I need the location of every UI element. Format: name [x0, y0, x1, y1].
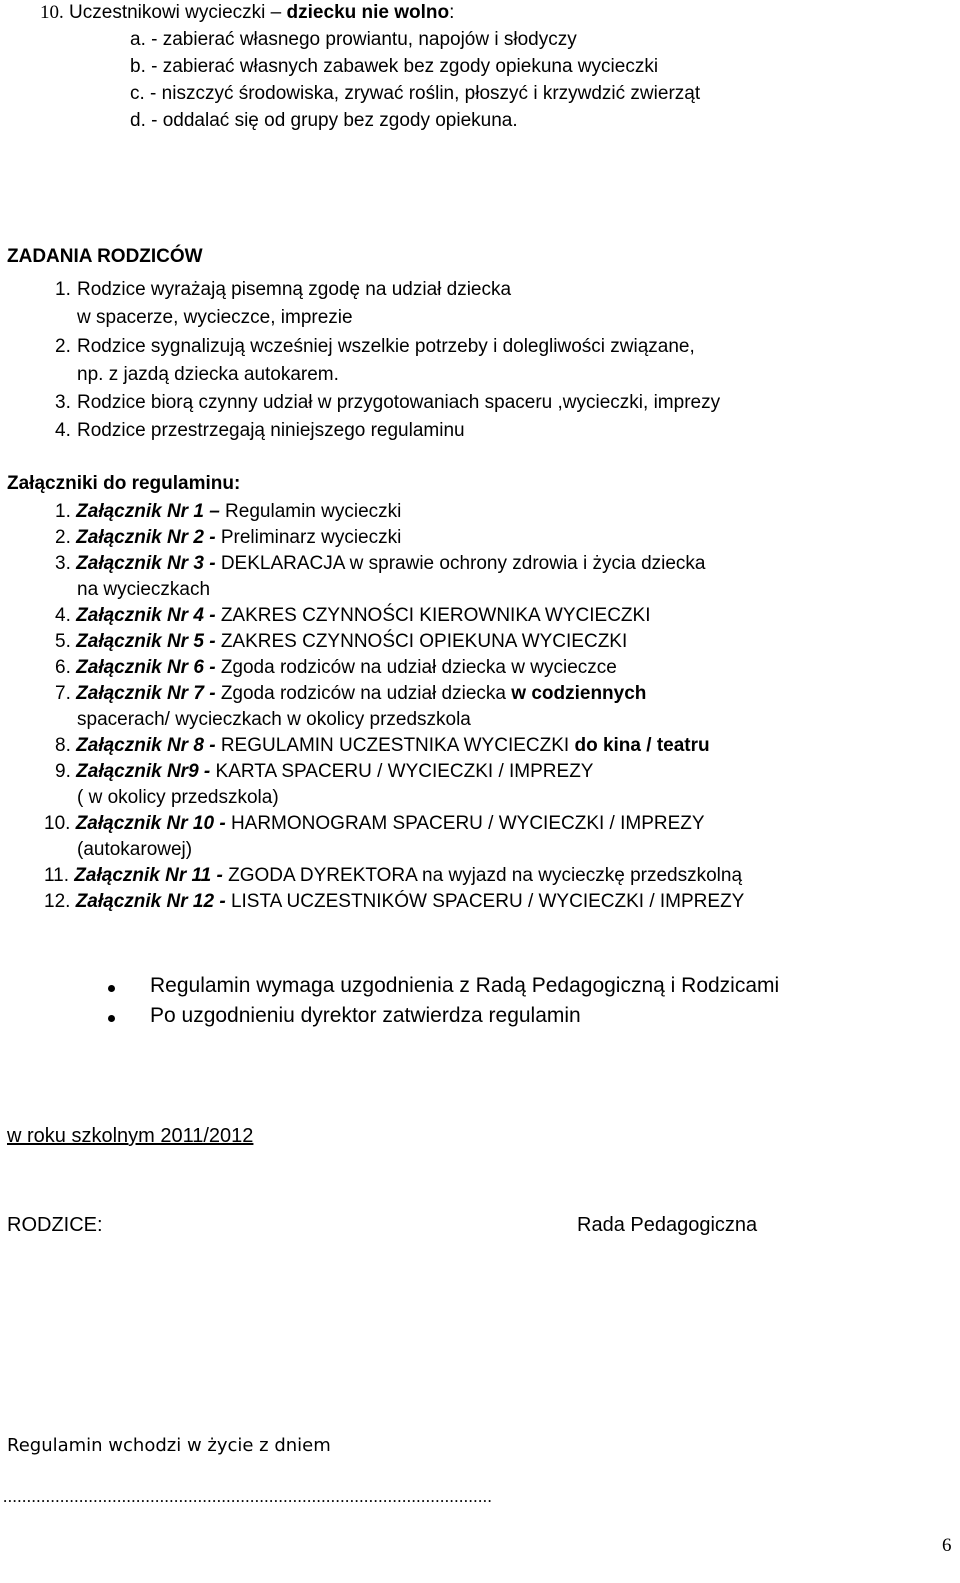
attachment-text: DEKLARACJA w sprawie ochrony zdrowia i życia dziecka	[220, 553, 706, 574]
attachment-item	[55, 684, 646, 703]
attachment-item	[55, 554, 706, 573]
attachment-label: Załącznik Nr 5 -	[76, 631, 216, 652]
attachment-item	[44, 814, 705, 833]
attachment-item	[55, 606, 650, 625]
attachment-text: Zgoda rodziców na udział dziecka w wycieczce	[220, 657, 617, 678]
parent-task-number: 2.	[55, 336, 71, 357]
attachment-text-bold: do kina / teatru	[574, 735, 710, 756]
attachment-label: Załącznik Nr 11 -	[74, 865, 223, 886]
attachment-label: Załącznik Nr9 -	[76, 761, 211, 782]
parent-task-text-cont: np. z jazdą dziecka autokarem.	[77, 364, 339, 385]
attachments-heading: Załączniki do regulaminu:	[7, 473, 241, 494]
attachment-text: ZAKRES CZYNNOŚCI KIEROWNIKA WYCIECZKI	[220, 605, 651, 626]
attachment-text-cont: na wycieczkach	[77, 579, 211, 600]
parent-task-text: Rodzice wyrażają pisemną zgodę na udział dziecka	[77, 279, 512, 300]
parent-task-number: 4.	[55, 420, 71, 441]
attachment-label: Załącznik Nr 1 –	[76, 501, 220, 522]
attachment-number: 12.	[44, 891, 71, 912]
bullet-icon	[108, 1015, 115, 1022]
attachment-text: LISTA UCZESTNIKÓW SPACERU / WYCIECZKI / IMPREZY	[230, 891, 745, 912]
attachment-label: Załącznik Nr 12 -	[75, 891, 226, 912]
note-item: Regulamin wymaga uzgodnienia z Radą Pedagogiczną i Rodzicami	[150, 974, 780, 997]
parent-task-text: Rodzice sygnalizują wcześniej wszelkie potrzeby i dolegliwości związane,	[77, 336, 695, 357]
prohibitions-heading-colon: :	[449, 2, 455, 23]
note-item: Po uzgodnieniu dyrektor zatwierdza regulamin	[150, 1004, 581, 1027]
attachment-item	[55, 762, 593, 781]
prohibition-item: a. - zabierać własnego prowiantu, napojów i słodyczy	[130, 29, 577, 50]
bullet-icon	[108, 985, 115, 992]
parent-tasks-heading: ZADANIA RODZICÓW	[7, 246, 203, 267]
attachment-number: 5.	[55, 631, 71, 652]
attachment-label: Załącznik Nr 4 -	[76, 605, 216, 626]
school-year: w roku szkolnym 2011/2012	[7, 1125, 254, 1147]
attachment-number: 10.	[44, 813, 71, 834]
date-dotted-line: .......................................................................................................	[3, 1487, 493, 1506]
prohibitions-heading-number: 10.	[40, 2, 64, 23]
attachment-number: 4.	[55, 605, 71, 626]
attachment-text: HARMONOGRAM SPACERU / WYCIECZKI / IMPREZY	[230, 813, 705, 834]
signature-council: Rada Pedagogiczna	[577, 1214, 758, 1236]
attachment-text: ZAKRES CZYNNOŚCI OPIEKUNA WYCIECZKI	[220, 631, 628, 652]
attachment-item	[55, 632, 627, 651]
attachment-text: REGULAMIN UCZESTNIKA WYCIECZKI	[220, 735, 570, 756]
attachment-text: Regulamin wycieczki	[225, 501, 402, 522]
attachment-label: Załącznik Nr 7 -	[76, 683, 216, 704]
attachment-label: Załącznik Nr 3 -	[76, 553, 216, 574]
attachment-label: Załącznik Nr 2 -	[76, 527, 216, 548]
signature-parents: RODZICE:	[7, 1214, 103, 1236]
prohibitions-heading	[40, 3, 454, 22]
attachment-number: 9.	[55, 761, 71, 782]
attachment-number: 7.	[55, 683, 71, 704]
attachment-item	[55, 502, 401, 521]
parent-task-text: Rodzice biorą czynny udział w przygotowaniach spaceru ,wycieczki, imprezy	[77, 392, 721, 413]
attachment-text: Zgoda rodziców na udział dziecka	[220, 683, 506, 704]
attachment-number: 3.	[55, 553, 71, 574]
attachment-item	[55, 528, 401, 547]
attachment-number: 6.	[55, 657, 71, 678]
prohibitions-heading-bold: dziecku nie wolno	[286, 2, 450, 23]
attachment-text-cont: (autokarowej)	[77, 839, 193, 860]
attachment-text: Preliminarz wycieczki	[220, 527, 402, 548]
prohibitions-heading-text: Uczestnikowi wycieczki –	[69, 2, 282, 23]
prohibition-item: d. - oddalać się od grupy bez zgody opiekuna.	[130, 110, 518, 131]
attachment-label: Załącznik Nr 10 -	[75, 813, 226, 834]
attachment-text-cont: ( w okolicy przedszkola)	[77, 787, 279, 808]
parent-task-text: Rodzice przestrzegają niniejszego regulaminu	[77, 420, 465, 441]
parent-task-number: 1.	[55, 279, 71, 300]
attachment-number: 2.	[55, 527, 71, 548]
attachment-label: Załącznik Nr 6 -	[76, 657, 216, 678]
attachment-number: 1.	[55, 501, 71, 522]
attachment-label: Załącznik Nr 8 -	[76, 735, 216, 756]
attachment-text: KARTA SPACERU / WYCIECZKI / IMPREZY	[215, 761, 594, 782]
prohibition-item: c. - niszczyć środowiska, zrywać roślin, płoszyć i krzywdzić zwierząt	[130, 83, 701, 104]
attachment-text: ZGODA DYREKTORA na wyjazd na wycieczkę przedszkolną	[228, 865, 743, 886]
attachment-item	[55, 736, 710, 755]
prohibition-item: b. - zabierać własnych zabawek bez zgody opiekuna wycieczki	[130, 56, 659, 77]
attachment-item	[44, 892, 744, 911]
attachment-item	[55, 658, 617, 677]
effective-date-label: Regulamin wchodzi w życie z dniem	[7, 1435, 331, 1456]
parent-task-text-cont: w spacerze, wycieczce, imprezie	[77, 307, 353, 328]
attachment-number: 8.	[55, 735, 71, 756]
attachment-text-cont: spacerach/ wycieczkach w okolicy przedszkola	[77, 709, 471, 730]
parent-task-number: 3.	[55, 392, 71, 413]
attachment-number: 11.	[44, 865, 70, 886]
page-number: 6	[942, 1535, 952, 1556]
attachment-item	[44, 866, 742, 885]
attachment-text-bold: w codziennych	[511, 683, 647, 704]
